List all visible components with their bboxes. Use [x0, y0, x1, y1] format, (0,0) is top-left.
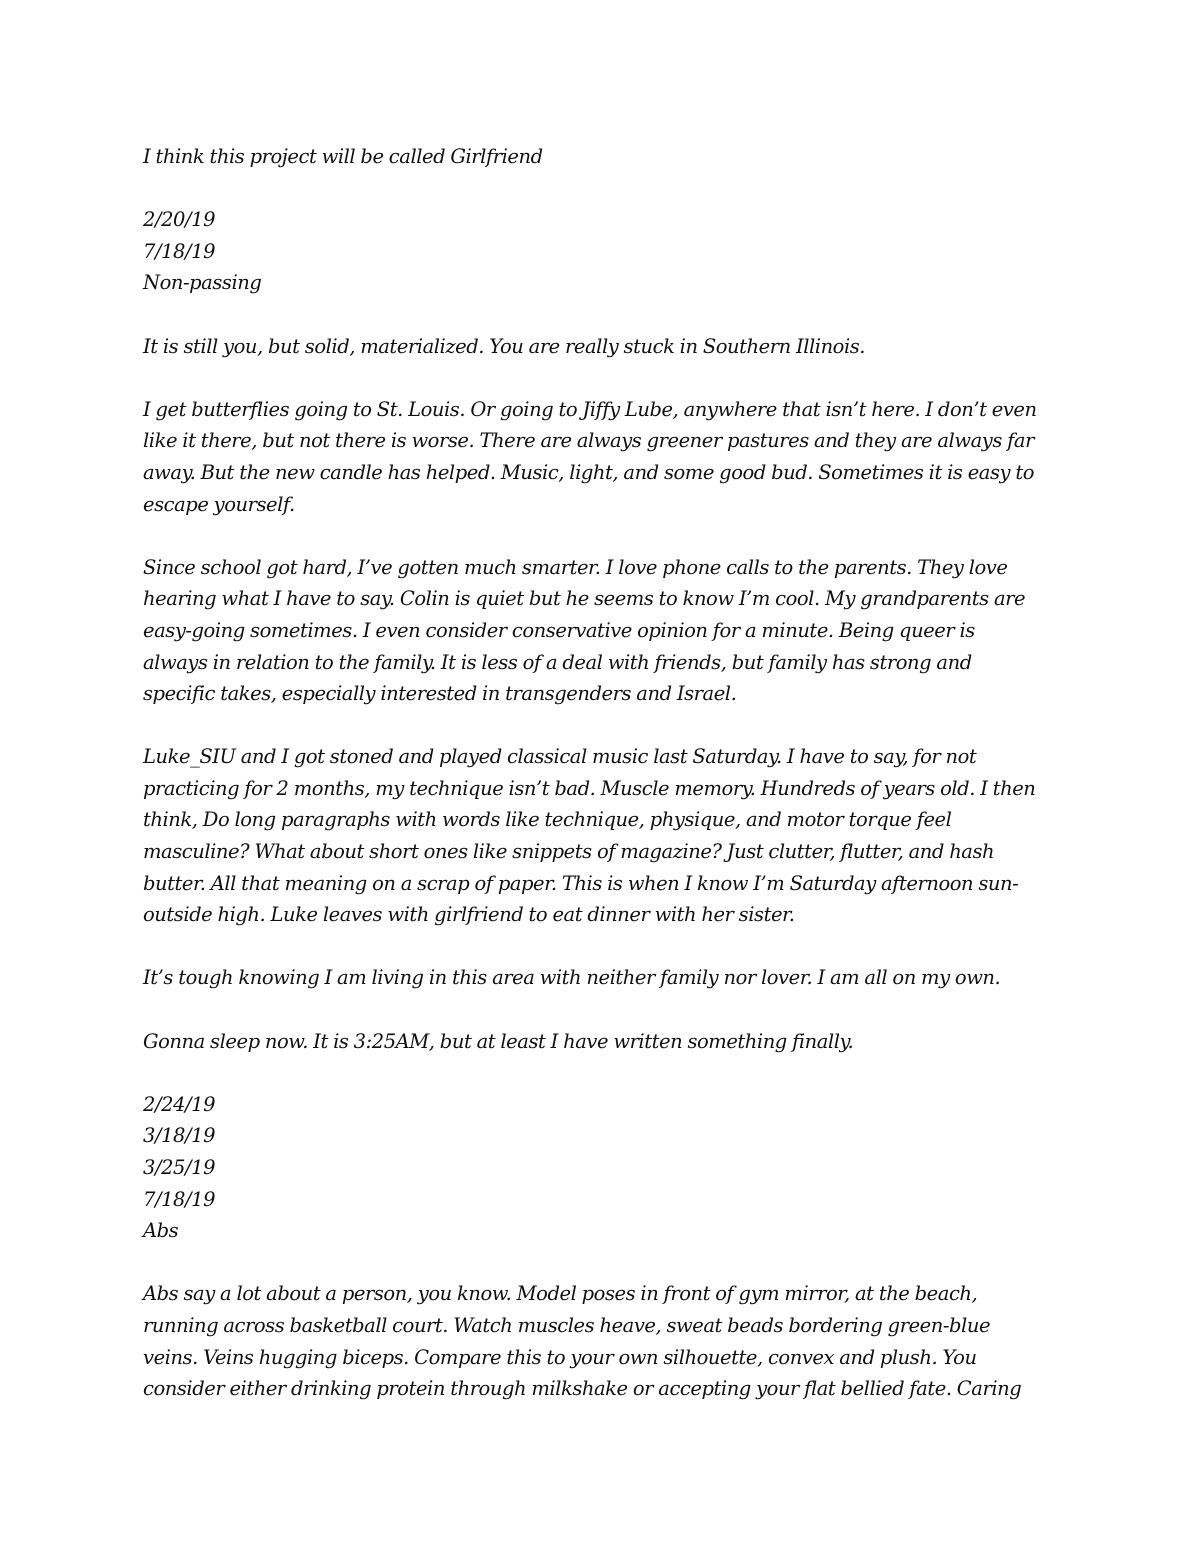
entry-heading: Abs [143, 1219, 179, 1243]
text-line: masculine? What about short ones like snippets of magazine? Just clutter, flutter, and hash [143, 840, 995, 864]
text-line: It is still you, but solid, materialized. You are really stuck in Southern Illinois. [143, 334, 866, 358]
text-line: escape yourself. [143, 492, 295, 516]
entry-date: 3/25/19 [143, 1156, 216, 1179]
text-line: veins. Veins hugging biceps. Compare this to your own silhouette, convex and plush. You [143, 1345, 977, 1369]
text-line: like it there, but not there is worse. There are always greener pastures and they are always far [143, 429, 1034, 453]
text-line: I get butterflies going to St. Louis. Or going to Jiffy Lube, anywhere that isn’t here. I don’t even [143, 397, 1037, 421]
paragraph [143, 962, 1063, 994]
text-line: Abs say a lot about a person, you know. Model poses in front of gym mirror, at the beach, [143, 1282, 978, 1306]
text-line: always in relation to the family. It is less of a deal with friends, but family has strong and [143, 650, 972, 674]
entry-date: 7/18/19 [143, 1187, 216, 1211]
entry-date: 3/18/19 [143, 1124, 216, 1148]
text-line: It’s tough knowing I am living in this area with neither family nor lover. I am all on my own. [143, 966, 1001, 990]
paragraph [143, 741, 1063, 931]
text-line: away. But the new candle has helped. Music, light, and some good bud. Sometimes it is easy to [143, 460, 1035, 484]
text-line: outside high. Luke leaves with girlfriend to eat dinner with her sister. [143, 903, 795, 927]
entry-heading: Non-passing [143, 271, 262, 295]
document-body [143, 141, 1063, 1405]
document-title: I think this project will be called Girlfriend [143, 145, 543, 168]
text-line: Luke_SIU and I got stoned and played classical music last Saturday. I have to say, for not [143, 745, 977, 769]
paragraph [143, 1278, 1063, 1404]
entry-header [143, 204, 1063, 299]
text-line: Since school got hard, I’ve gotten much smarter. I love phone calls to the parents. They love [143, 555, 1008, 579]
paragraph [143, 394, 1063, 520]
paragraph [143, 1026, 1063, 1058]
text-line: consider either drinking protein through milkshake or accepting your flat bellied fate. Caring [143, 1377, 1022, 1401]
entry-date: 7/18/19 [143, 239, 216, 263]
entry-date: 2/24/19 [143, 1092, 216, 1116]
paragraph [143, 552, 1063, 710]
text-line: easy-going sometimes. I even consider conservative opinion for a minute. Being queer is [143, 618, 975, 642]
text-line: practicing for 2 months, my technique isn’t bad. Muscle memory. Hundreds of years old. I then [143, 776, 1036, 800]
paragraph [143, 331, 1063, 363]
text-line: Gonna sleep now. It is 3:25AM, but at least I have written something finally. [143, 1029, 854, 1053]
text-line: running across basketball court. Watch muscles heave, sweat beads bordering green-blue [143, 1313, 991, 1337]
entry-date: 2/20/19 [143, 208, 216, 232]
text-line: specific takes, especially interested in transgenders and Israel. [143, 682, 737, 706]
text-line: butter. All that meaning on a scrap of paper. This is when I know I’m Saturday afternoon sun- [143, 871, 1019, 895]
text-line: think, Do long paragraphs with words like technique, physique, and motor torque feel [143, 808, 952, 832]
entry-header [143, 1089, 1063, 1247]
text-line: hearing what I have to say. Colin is quiet but he seems to know I’m cool. My grandparents are [143, 587, 1026, 611]
